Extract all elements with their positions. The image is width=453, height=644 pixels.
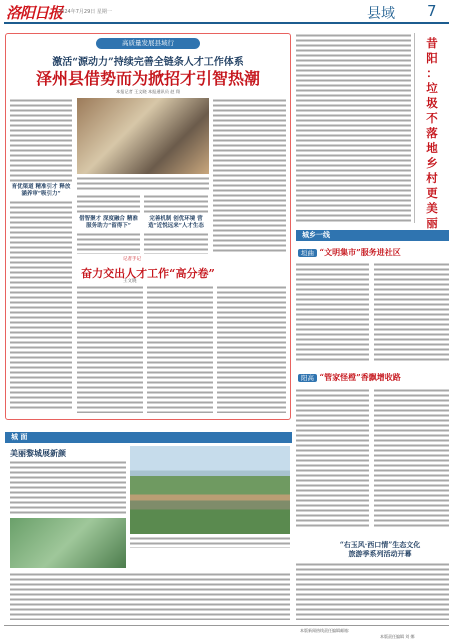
- lead-tag: 高质量发展县域行: [96, 38, 200, 49]
- lead-subhead-mid2: 完善机制 创优环境 营造“近悦远来”人才生态: [148, 216, 204, 229]
- city-item-2-headline: “管家怪樘”香飘增收路: [319, 372, 401, 382]
- lead-body-col2: [77, 194, 140, 214]
- commentary-col2: [147, 285, 213, 413]
- lead-body-col4: [213, 98, 286, 254]
- bottom-section-header: 城 面: [5, 432, 292, 443]
- bottom-body: [10, 572, 290, 620]
- event-headline[interactable]: “右玉风·西口情”生态文化 旅游季系列活动开幕: [339, 540, 421, 558]
- lead-body-col3b: [144, 232, 208, 254]
- issue-date: 2024年7月29日 星期一: [58, 9, 112, 15]
- city-line-header: 城乡一线: [296, 230, 449, 241]
- city-item-1-col2: [374, 262, 449, 362]
- city-item-1-label: 垣曲: [298, 249, 317, 257]
- lead-body-col1b: [10, 200, 72, 410]
- event-body: [296, 562, 449, 620]
- commentary-col1: [77, 285, 143, 413]
- village-photo: [10, 518, 126, 568]
- commentary-headline[interactable]: 奋力交出人才工作“高分卷”: [81, 267, 215, 280]
- city-photo-caption: [130, 536, 290, 548]
- side-divider: [414, 33, 415, 223]
- lead-body-col3: [144, 194, 208, 214]
- lead-subhead-mid: 借智聚才 深度融合 精准服务助力“留得下”: [79, 216, 138, 229]
- city-item-2-title[interactable]: [298, 372, 448, 383]
- bottom-photo-title[interactable]: 美丽黎城展新颜: [10, 448, 66, 458]
- commentary-tag: 记者手记: [123, 257, 141, 262]
- city-item-2-label: 阳高: [298, 374, 317, 382]
- city-item-1-headline: “文明集市”服务进社区: [319, 247, 401, 257]
- city-item-1-title[interactable]: [298, 247, 448, 258]
- commentary-col3: [217, 285, 286, 413]
- lead-byline: 本报记者 王文晓 本报通讯员 赵 翔: [116, 89, 180, 94]
- footer-rule: [4, 625, 449, 626]
- section-title: 县域: [367, 6, 395, 22]
- lead-headline[interactable]: 泽州县借势而为掀招才引智热潮: [35, 69, 260, 88]
- footer-editor: 本版责任编辑 刘 娜: [380, 634, 415, 639]
- recruitment-photo: [77, 98, 209, 174]
- city-aerial-photo: [130, 446, 290, 534]
- footer-contact: 本版新闻热线责任编辑邮箱:: [300, 628, 350, 633]
- city-item-2-col1: [296, 388, 369, 528]
- lead-body-col2b: [77, 232, 140, 254]
- bottom-photo-text: [10, 460, 126, 514]
- side-vertical-title[interactable]: 昔 阳 ： 垃 圾 不 落 地 乡 村 更 美 丽: [426, 36, 438, 230]
- photo-caption: [77, 176, 209, 192]
- lead-kicker: 激活“源动力”持续完善全链条人才工作体系: [52, 57, 244, 68]
- page-number: 7: [427, 2, 437, 20]
- commentary-byline: 王文晓: [123, 279, 137, 284]
- lead-body-col1: [10, 98, 72, 182]
- header-rule: [4, 22, 449, 24]
- city-item-1-col1: [296, 262, 369, 362]
- right-article-body: [296, 33, 411, 223]
- newspaper-logo: 洛阳日报: [6, 4, 63, 22]
- lead-subhead-left: 育优渠道 精准引才 释放涵养审“吸引力”: [11, 184, 71, 197]
- city-item-2-col2: [374, 388, 449, 528]
